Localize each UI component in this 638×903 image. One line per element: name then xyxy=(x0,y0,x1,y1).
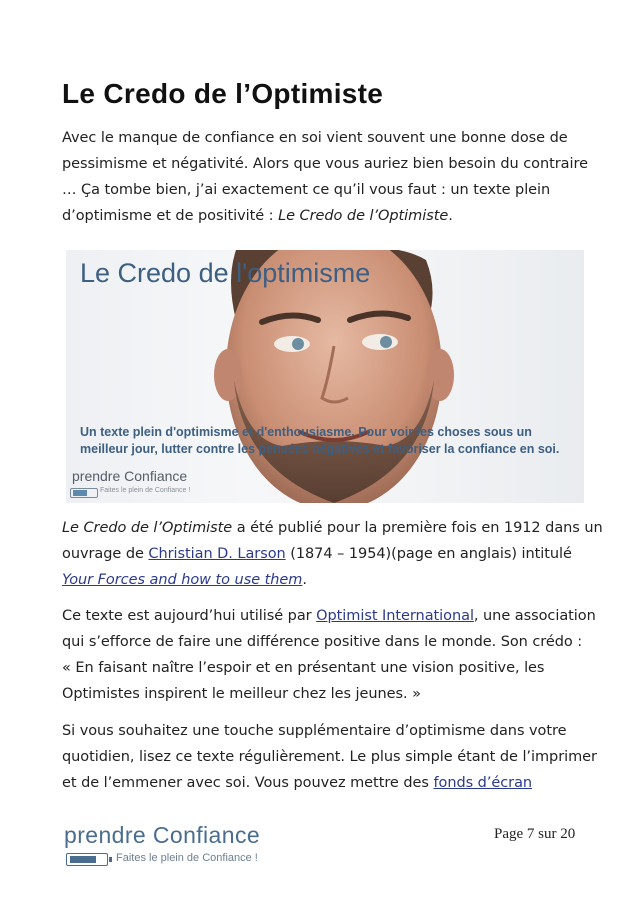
advice-line-3-text: et de l’emmener avec soi. Vous pouvez mettre des xyxy=(62,775,434,791)
credo-title-emphasis: Le Credo de l’Optimiste xyxy=(278,208,449,224)
page-title: Le Credo de l’Optimiste xyxy=(62,78,384,109)
advice-line-3 xyxy=(62,770,582,796)
intro-line-4 xyxy=(62,203,582,229)
right-iris xyxy=(380,336,392,348)
hero-caption xyxy=(80,424,559,458)
hero-brand-tagline: Faites le plein de Confiance ! xyxy=(100,487,191,494)
left-iris xyxy=(292,338,304,350)
advice-line-2: quotidien, lisez ce texte régulièrement. Le plus simple étant de l’imprimer xyxy=(62,749,597,765)
book-title: Your Forces and how to use them xyxy=(62,572,303,588)
intro-line-4-text: d’optimisme et de positivité : xyxy=(62,208,279,224)
optimist-international-link[interactable]: Optimist International xyxy=(316,608,474,624)
author-link[interactable]: Christian D. Larson xyxy=(148,546,286,562)
hero-title: Le Credo de l'optimisme xyxy=(80,258,371,288)
hero-caption-line-1: Un texte plein d'optimisme et d'enthousiasme. Pour voir les choses sous un xyxy=(80,425,532,439)
intro-line-3: … Ça tombe bien, j’ai exactement ce qu’il vous faut : un texte plein xyxy=(62,182,551,198)
page-number: Page 7 sur 20 xyxy=(494,826,576,842)
wallpaper-link[interactable]: fonds d’écran xyxy=(433,775,533,791)
history-paragraph xyxy=(62,515,603,593)
hero-image xyxy=(66,250,584,503)
footer-battery-icon xyxy=(66,853,108,866)
history-line-2-text: ouvrage de xyxy=(62,546,149,562)
usage-paragraph xyxy=(62,603,596,707)
credo-title-emphasis: Le Credo de l’Optimiste xyxy=(62,520,233,536)
intro-line-1: Avec le manque de confiance en soi vient souvent une bonne dose de xyxy=(62,130,568,146)
battery-icon xyxy=(70,488,98,498)
intro-line-4-end: . xyxy=(448,208,453,224)
hero-caption-line-2: meilleur jour, lutter contre les pensées négatives et favoriser la confiance en soi. xyxy=(80,442,560,456)
footer-logo: prendre Confiance xyxy=(64,822,261,848)
usage-line-2: qui s’efforce de faire une différence positive dans le monde. Son crédo : xyxy=(62,634,583,650)
advice-paragraph xyxy=(62,718,597,796)
left-ear xyxy=(214,349,242,401)
history-line-2-end: (1874 – 1954)(page en anglais) intitulé xyxy=(285,546,572,562)
hero-brand-logo: prendre Confiance xyxy=(72,468,188,484)
history-line-3-end: . xyxy=(302,572,307,588)
intro-line-2: pessimisme et négativité. Alors que vous auriez bien besoin du contraire xyxy=(62,156,588,172)
usage-line-4: Optimistes inspirent le meilleur chez les jeunes. » xyxy=(62,686,421,702)
history-line-3 xyxy=(62,567,582,593)
footer-tagline: Faites le plein de Confiance ! xyxy=(116,852,258,864)
history-line-1-text: a été publié pour la première fois en 1912 dans un xyxy=(232,520,603,536)
history-line-1 xyxy=(62,515,603,541)
usage-line-1-end: , une association xyxy=(473,608,596,624)
advice-line-1: Si vous souhaitez une touche supplémentaire d’optimisme dans votre xyxy=(62,723,567,739)
usage-line-3: « En faisant naître l’espoir et en présentant une vision positive, les xyxy=(62,660,545,676)
usage-line-1-text: Ce texte est aujourd’hui utilisé par xyxy=(62,608,317,624)
history-line-2 xyxy=(62,541,582,567)
right-ear xyxy=(426,349,454,401)
book-link[interactable] xyxy=(62,572,302,588)
intro-paragraph xyxy=(62,125,588,229)
usage-line-1 xyxy=(62,603,596,629)
